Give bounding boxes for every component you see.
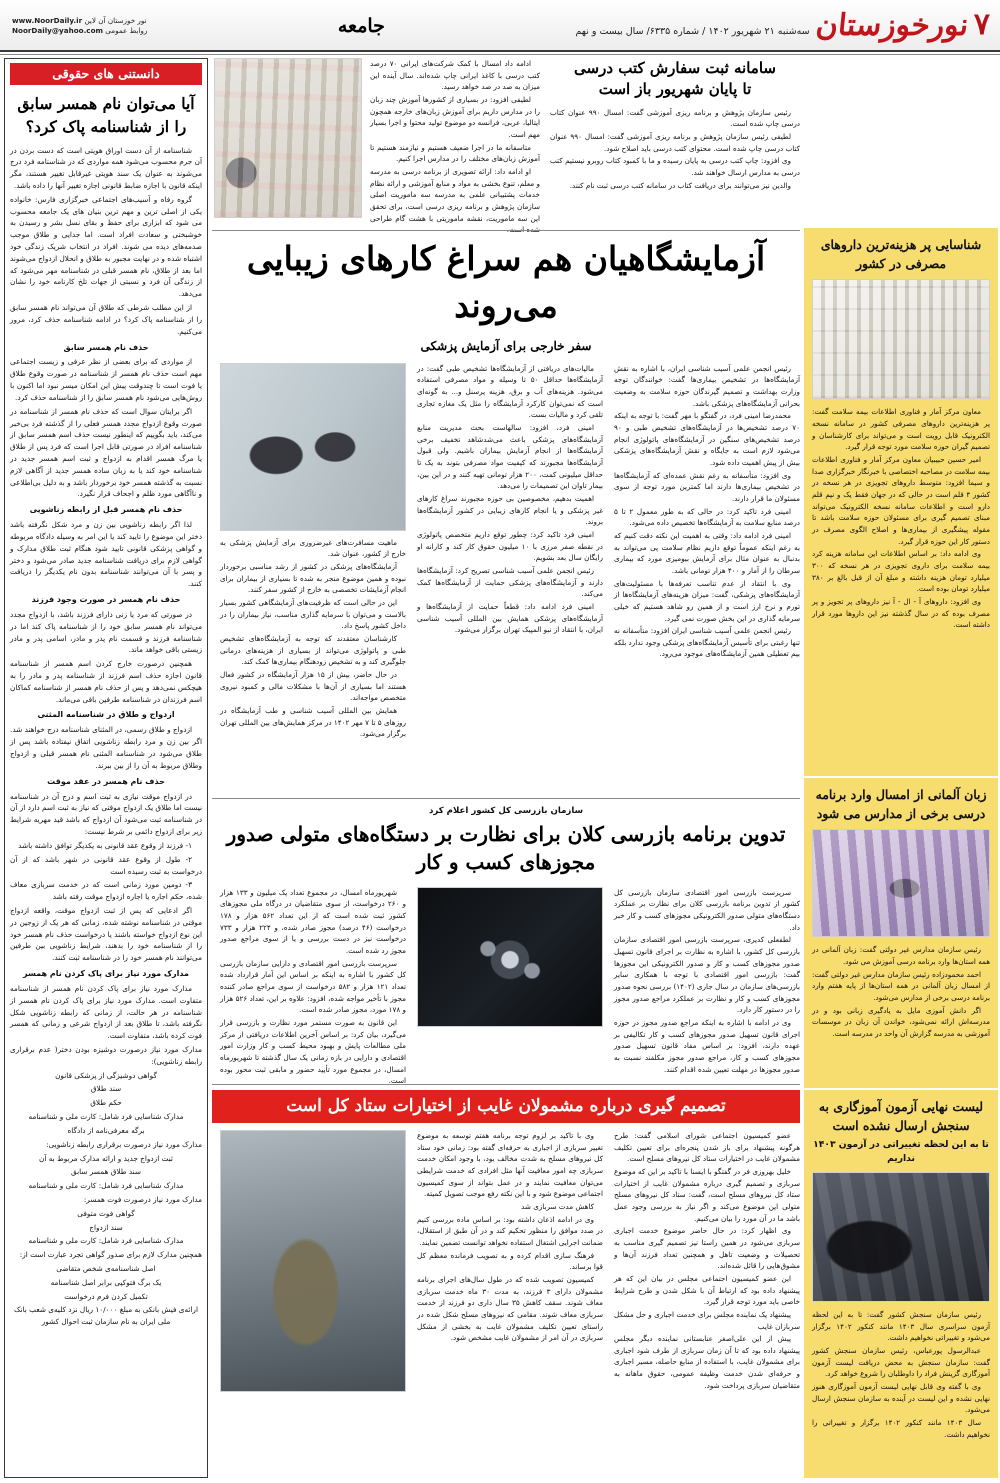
paragraph: اصل شناسنامه‌ی شخص متقاضی — [56, 1264, 156, 1274]
sidebar-text-0 — [812, 406, 990, 630]
paragraph: مدارک مورد نیاز درصورت دوشیزه بودن دختر( عدم برقراری رابطه زناشویی): — [10, 1045, 202, 1066]
article-conscription-photo-col — [220, 1130, 406, 1392]
article-conscription-col-mid — [417, 1130, 603, 1392]
article-lab-col-mid — [417, 363, 603, 741]
email-address[interactable]: NoorDaily@yahoo.com — [12, 26, 103, 35]
paragraph: وی با انتقاد از عدم تناسب تعرفه‌ها با مسئولیت‌های آزمایشگاه‌های پزشکی، گفت: میزان هزینه‌های آزمایشگاه‌ها از تورم و نرخ ارز است و از همین رو شاهد هستیم که خیلی سرمایه گذاری در این بخش صورت نمی گیرد. — [614, 578, 800, 623]
paragraph: لذا اگر رابطه زناشویی بین زن و مرد شکل نگرفته باشد دختر این موضوع را تایید کند یا این امر به وسیله دادگاه مربوطه و گواهی پزشکی قانونی تایید شود هنگام ثبت طلاق مدارک و گواهی لازم برای دریافت شناسنامه جدید صادر می‌شود و دختر و پسر با آن می‌توانند شناسنامه بدون نام یکدیگر را دریافت کنند. — [10, 520, 202, 589]
page-number: ۷ — [973, 7, 990, 42]
sidebar-block-medicines — [804, 228, 998, 776]
article-lab-headline[interactable]: آزمایشگاهیان هم سراغ کارهای زیبایی می‌روند — [246, 239, 766, 325]
paragraph: ارائه‌ی فیش بانکی به مبلغ ۱۰/۰۰۰ ریال نزد کلیه‌ی شعب بانک ملی ایران به نام سازمان ثبت احوال کشور — [14, 1305, 198, 1327]
paragraph: مدارک شناسایی فرد شامل: کارت ملی و شناسنامه — [28, 1236, 184, 1246]
pr-label: روابط عمومی — [105, 26, 148, 35]
paragraph: ۳- دومین مورد زمانی است که در خدمت سربازی معاف شده، حکم اجاره یا اجاره ازدواج موقت رفته باشد — [10, 880, 202, 902]
paragraph: آزمایشگاه‌های پزشکی در کشور از رشد مناسبی برخوردار نبوده و همین موضوع منجر به شده تا بسیاری از بیماران برای انجام آزمایشات تخصصی به خارج از کشور سفر کنند. — [220, 562, 406, 595]
sidebar-text-2 — [812, 1309, 990, 1440]
paragraph: شناسنامه از آن دست اوراق هویتی است که دست بردن در آن جرم محسوب می‌شود همه مواردی که در شناسنامه فرد درج می‌شوند به عنوان یک سند هویتی غیرقابل تغییر هستند، مگر اینکه قانون با اجازه ضابط قانونی اجازه تغییر آنها را داده باشد. — [10, 145, 202, 190]
article-lab-text-left — [220, 537, 406, 740]
paragraph: لطیفی افزود: در بسیاری از کشورها آموزش چند زبان را در مدارس داریم برای آموزش زبان‌های خارجه همچون ایتالیا، عربی، فرانسه دو موضوع تولید محتوا و اجرا بسیار مهم است. — [370, 94, 540, 139]
paragraph: سند طلاق — [90, 1084, 122, 1094]
paragraph: امینی فرد ادامه داد: وقتی به اهمیت این نکته دقت کنیم که به رغم اینکه عموماً توقع داریم نظام سلامت پی می‌تواند به بدنبال به عنوان مثال برای آزمایش بیومیزی مورد که بیماری سرطان را از آمار و ۴۰۰ هزار تومانی باشد. — [614, 530, 800, 575]
paragraph: وی افزود: چاپ کتب درسی به پایان رسیده و ما با کمبود کتاب روبرو نیستیم کتب درسی به مدارس ارسال خواهند شد. — [550, 156, 800, 177]
article-inspection-headline[interactable]: تدوین برنامه بازرسی کلان برای نظارت بر دستگاه‌های متولی صدور مجوزهای کسب و کار — [226, 822, 786, 875]
paragraph: این عضو کمیسیون اجتماعی مجلس در بیان این که هر پیشنهاد داده بود که ارتباط آن با شکل شدن و طرح شرایط خاصی باید مورد توجه قرار گیرد. — [614, 1273, 800, 1307]
pharmacy-shelves-photo — [812, 279, 990, 399]
paragraph: اگر دانش آموزی مایل به یادگیری زبانی بود و در مدرسه‌اش ارائه نمی‌شود، خواندن آن زبان در موسسات آموزشی به مدرسه گزارش آن واحد در مدرسه است. — [812, 1005, 990, 1039]
divider-3 — [212, 1084, 800, 1085]
masthead-center — [147, 15, 575, 37]
laboratory-photo — [220, 363, 406, 531]
masthead — [0, 0, 1000, 52]
legal-subheading: حذف نام همسر سابق — [63, 342, 149, 352]
paragraph: در ازدواج موقت نیازی به ثبت اسم و درج آن در شناسنامه نیست اما طلاق یک ازدواج موقتی که نیاز به ثبت اسم دارد از آن در شناسنامه ثبت می‌شود آن ازدواج که باشد قید مهریه شرایط زیر برای ازدواج دائمی بر شرط نیست: — [10, 791, 202, 837]
paragraph: معاون مرکز آمار و فناوری اطلاعات بیمه سلامت گفت: پر هزینه‌ترین داروهای مصرفی کشور در سامانه نسخه الکترونیک قابل رویت است و می‌تواند برای کارشناسان و تصمیم گیران حوزه سلامت مورد توجه قرار گیرد. — [812, 407, 990, 452]
paragraph: اگر ادعایی که پس از ثبت ازدواج موقت، واقعه ازدواج موقتی در شناسنامه نوشته شده، زمانی که هر یک از زوجین در این نوع ازدواج خواسته باشند یا درخواست حذف نام همسر خود را از شناسنامه خود را بدهند، شرایط زناشویی بین طرفین می‌توانند نام همسر خود را در شناسنامه ثبت کنند. — [10, 905, 202, 963]
paragraph: وی در ادامه با اشاره به اینکه مراجع صدور مجوز در حوزه اجرای قانون تسهیل صدور مجوزهای کسب و کار تکالیفی بر عهده دارند، افزود: بر اساس مفاد قانون تسهیل صدور مجوزهای کسب و کار، مراجع صدور مجوز مکلفند نسبت به صدور مجوزها در مهلت تعیین شده اقدام کنند. — [614, 1018, 800, 1074]
sidebar-block-german — [804, 778, 998, 1088]
article-books-headline-1[interactable]: سامانه ثبت سفارش کتب درسی — [574, 59, 776, 77]
paragraph: از این مطلب شرطی که طلاق آن می‌تواند نام همسر سابق را از شناسنامه پاک کرد؟ در ادامه شناسنامه حذف کرد، مرور می‌کنیم. — [10, 303, 202, 336]
paragraph: مدارک مورد نیاز درصورت فوت همسر: — [83, 1194, 202, 1204]
legal-headline[interactable]: آیا می‌توان نام همسر سابق را از شناسنامه پاک کرد؟ — [17, 94, 195, 137]
paragraph: این در حالی است که ظرفیت‌های آزمایشگاهی کشور بسیار بالاست و می‌توان با سرمایه گذاری مناسب، نیاز بیماران را در داخل کشور پاسخ داد. — [220, 598, 406, 631]
paragraph: امینی فرد تاکید کرد: در حالی که به طور معمول ۲ تا ۵ درصد منابع سلامت به آزمایشگاه‌ها تخصیص داده می‌شود. — [614, 506, 800, 528]
classroom-students-photo — [812, 829, 990, 937]
article-conscription — [212, 1090, 800, 1392]
paragraph: رئیس انجمن علمی آسیب شناسی ایران، با اشاره به نقش آزمایشگاه‌ها در تشخیص بیماری‌ها گفت: خوانندگان توجه وزارت بهداشت و تصمیم گیرندگان حوزه سلامت به وضعیت بحرانی آزمایشگاه‌های پزشکی باشد. — [614, 363, 800, 408]
paragraph: وی با گفته وی قابل نهایی لیست آزمون آموزگاری هنوز نهایی نشده و این لیست در آینده به سازمان سنجش ارسال می‌شود. — [812, 1381, 990, 1415]
paragraph: سرپرست بازرسی امور اقتصادی سازمان بازرسی کل کشور از تدوین برنامه بازرسی کلان برای نظارت بر عملکرد دستگاه‌های متولی صدور الکترونیکی مجوزهای کسب و کار خبر داد. — [614, 887, 800, 932]
masthead-right — [575, 7, 1000, 43]
paragraph: رئیس انجمن علمی آسیب شناسی تصریح کرد: آزمایشگاه‌ها دارند و آزمایشگاه‌های پزشکی حمایت از آزمایشگاه‌ها کمک می‌کند. — [417, 565, 603, 599]
soldier-photo — [220, 1130, 406, 1392]
paragraph: امینی فرد، افزود: سالهاست بحث مدیریت منابع آزمایشگاه‌های پزشکی باعث می‌شدشاهد تخفیف برخی آزمایشگاه‌ها از انجام آزمایش بیماران باشیم. ولی قبول آزمایشگاه‌ها مجبورند که کیفیت مواد مصرفی بتوند به یک تا حداقل میلیونی کمت، ۲۰۰ هزار تومانی تهیه کنند و در این بین، بیمار تاوان این تصمیمات را می‌دهد. — [417, 423, 603, 491]
article-inspection-col-right — [614, 887, 800, 1088]
paragraph: گروه رفاه و آسیب‌های اجتماعی خبرگزاری فارس: خانواده یکی از اصلی ترین و مهم ترین بنیان های یک جامعه محسوب می شود که ابزاری برای حفظ و بقای نسل بشر و رسیدن به خوشبختی و سعادت افراد است. اما جدایی و طلاق موجب صدمه‌های دیده می شوند. افراد در انتخاب شریک زندگی خود اشتباه شده و در نهایت مجبور به طلاق و انحلال ازدواج می‌شوند اما بعد از طلاق، نام همسر قبلی در شناسنامه مهر می‌شود که از زندگی آن فرد و نسبتی از جهات تلخ کارنامه خود را نشان می‌دهد. — [10, 194, 202, 299]
issue-info: سه‌شنبه ۲۱ شهریور ۱۴۰۲ / شماره ۶۳۳۵/ سال بیست و نهم — [575, 25, 810, 37]
paragraph: حکم طلاق — [90, 1098, 122, 1108]
divider-1 — [212, 230, 800, 231]
paragraph: ۱- فرزند از وقوع عقد قانونی به یکدیگر توافق داشته باشد — [18, 840, 192, 850]
legal-subheading: حذف نام همسر در عقد موقت — [47, 776, 165, 786]
paragraph: وی در ادامه اذعان داشته بود: بر اساس ماده بررسی کنیم در صدد موافق را منظور تحکیم کند و در آن طبق از استقلال، ضمانت اجرایی اشتغال استفاده نخواهد توانست تضمین نمایند. — [417, 1214, 603, 1247]
sidebar-text-1 — [812, 944, 990, 1039]
paragraph: گواهی فوت متوفی — [77, 1208, 135, 1218]
legal-body — [10, 145, 202, 1329]
paragraph: کارشناسان معتقدند که توجه به آزمایشگاه‌های تشخیص طبی و پاتولوژی می‌تواند از بسیاری از هزینه‌های درمانی جلوگیری کند و به تشخیص زودهنگام بیماری‌ها کمک کند. — [220, 633, 406, 667]
divider-2 — [212, 798, 800, 799]
paragraph: همچنین مدارک لازم برای صدور گواهی تجرد عبارت است از: — [19, 1250, 202, 1260]
paragraph: کاهش مدت سربازی شد — [521, 1201, 594, 1211]
email-line — [12, 26, 147, 36]
paragraph: گواهی دوشیزگی از پزشکی قانون — [55, 1070, 157, 1080]
books-stack-photo — [214, 58, 362, 218]
article-books-text-mid — [370, 58, 540, 235]
paragraph: این قانون به صورت مستمر مورد نظارت و بازرسی قرار می‌گیرد، بیان کرد: بر اساس آخرین اطلاعات دریافتی از مرکز ملی مطالعات پایش و بهبود محیط کسب و کار وزارت امور اقتصادی و دارایی در بازه زمانی یک سال گذشته تا شهریورماه امسال، در مجموع مورد تأیید حضور و مابقی ثبت محور بوده است. — [220, 1018, 406, 1086]
article-lab-col-left — [220, 363, 406, 741]
paragraph: فرهنگ سازی اقدام کرده و به تصویب فرمانده معظم کل قوا برساند. — [417, 1250, 603, 1272]
sidebar-headline-0[interactable]: شناسایی پر هزینه‌ترین داروهای مصرفی در کشور — [820, 237, 982, 272]
paragraph: رئیس انجمن علمی آسیب شناسی ایران افزود: متأسفانه نه تنها رغبتی برای تأسیس آزمایشگاه‌های پزشکی وجود ندارد بلکه بیم تعطیلی همین آزمایشگاه‌های موجود می‌رود. — [614, 626, 800, 659]
paragraph: ازدواج و طلاق رسمی، در المثنای شناسنامه درج خواهند شد. اگر بین زن و مرد رابطه زناشویی اتفاق نیفتاده باشد پس از طلاق می‌شود در شناسنامه المثنی نام همسر قبلی و ازدواج وطلاق مربوط به آن را از بین ببرند. — [10, 725, 202, 770]
paragraph: همچنین درصورت خارج کردن اسم همسر از شناسنامه قانون اجازه حذف اسم فرزند از شناسنامه پدر و مادر را به هیچکس نمی‌دهد و پس از حذف نام همسر از شناسنامه کماکان اسم فرزندان در شناسنامه طرفین باقی می‌ماند. — [10, 659, 202, 704]
sidebar-headline-1[interactable]: زبان آلمانی از امسال وارد برنامه درسی برخی از مدارس می شود — [815, 787, 987, 822]
paragraph: سند ازدواج — [89, 1222, 123, 1232]
paragraph: ماهیت مسافرت‌های غیرضروری برای آزمایش پزشکی به خارج از کشور، عنوان شد. — [220, 537, 406, 559]
paragraph: برگه معرفی‌نامه از دادگاه — [67, 1125, 145, 1135]
article-books-headline-2[interactable]: تا پایان شهریور باز است — [598, 80, 752, 99]
paragraph: پیش از این علی‌اصغر عنابستانی نماینده دیگر مجلس پیشنهاد داده بود که تا آن زمان سربازی از طرف شود اجباری برای مشمولان غایب، با استفاده از منابع حاصله، مسیر اجباری و حرفه‌ای شدن خدمت وظیفه عمومی، حقوق ماهانه به متقاضیان سربازی پرداخت شود. — [614, 1334, 800, 1390]
article-lab-subhead: سفر خارجی برای آزمایش پزشکی — [420, 338, 592, 353]
article-inspection-photo-col — [417, 887, 603, 1088]
legal-subheading: مدارک مورد نیاز برای پاک کردن نام همسر — [23, 969, 189, 979]
article-conscription-col-right — [614, 1130, 800, 1392]
paragraph: محمدرضا امینی فرد، در گفتگو با مهر گفت: با توجه به اینکه ۷۰ درصد تشخیص‌ها در آزمایشگاه‌های تشخیص طبی و ۹۰ درصد تشخیص‌های سنگین در آزمایشگاه‌های پاتولوژی انجام می‌شود لازم است به جایگاه و نقش آزمایشگاه‌های پزشکی بیش از پیش اهمیت داده شود. — [614, 411, 800, 467]
paragraph: والدین نیز می‌توانند برای دریافت کتاب در سامانه کتب درسی ثبت نام کنند. — [569, 180, 791, 190]
paragraph: وی با تاکید بر لزوم توجه برنامه هفتم توسعه به موضوع تغییر سربازی از اجباری به حرفه‌ای گفته بود: زمانی خود ستاد کل نیروهای مسلح به شدت مخالف بود، با وجود امکان خدمت سربازی چه امور معافیت آنها مثل افرادی که خدمت شرایطی می‌توان معافیت نمایند و در عمل بتواند از سوی کمیسیون اجتماعی موضوع شود و با این نکته رفع موجب تصویل کمیته. — [417, 1131, 603, 1199]
paragraph: در حال حاضر، بیش از ۱۵ هزار آزمایشگاه در کشور فعال هستند اما بسیاری از آن‌ها با مشکلات مالی و کمبود نیروی متخصص مواجه‌اند. — [220, 669, 406, 703]
article-books — [212, 58, 800, 235]
paragraph: او ادامه داد: ارائه تصویری از برنامه درسی به مدرسه و معلم، تنوع بخشی به مواد و منابع آموزشی و ارائه نظام خدمات پشتیبانی علمی به مدرسه سه ماموریت اصلی سازمان پژوهش و برنامه ریزی درسی است، برای تحقق این سه ماموریت، نقشه ماموریتی با هشت گام طراحی شده است. — [370, 166, 540, 235]
paragraph: مدارک شناسایی فرد شامل: کارت ملی و شناسنامه — [28, 1112, 184, 1122]
paragraph: رئیس سازمان مدارس غیر دولتی گفت: زبان آلمانی در همه استان‌ها وارد برنامه درسی آموزش می شود. — [812, 945, 990, 967]
section-title: جامعه — [337, 15, 385, 37]
paragraph: یک برگ فتوکپی برابر اصل شناسنامه — [50, 1277, 162, 1287]
newspaper-logo: نورخوزستان — [813, 8, 970, 43]
masthead-contact — [0, 16, 147, 37]
article-books-headline-block — [550, 58, 800, 226]
gears-hands-photo — [417, 887, 603, 1027]
paragraph: عضو کمیسیون اجتماعی شورای اسلامی گفت: طرح هرگونه پیشنهاد برای باز شدن پنجره‌ای برای تعیین تکلیف مشمولان غایب در اختیارات ستاد کل نیروهای مسلح است. — [614, 1131, 800, 1164]
paragraph: احمد محمودزاده رئیس سازمان مدارس غیر دولتی گفت: از امسال زبان آلمانی در همه استان‌ها از پایه هفتم وارد برنامه درسی برخی از مدارس می‌شود. — [812, 969, 990, 1003]
exam-hall-photo — [812, 1172, 990, 1302]
article-inspection-kicker: سازمان بازرسی کل کشور اعلام کرد — [428, 806, 584, 816]
paragraph: اگر برایتان سوال است که حذف نام همسر از شناسنامه در صورت وقوع ازدواج مجدد همسر فعلی را از گذشته فرد بی‌خبر می‌کند، باید بگوییم که اینطور نیست حذف اسم همسر سابق از شناسنامه افراد در صورتی قابل اجرا است که فرد پس از طلاق یا مرگ همسر اقدام به ازدواج و ثبت اسم همسر جدید در شناسنامه خود کند یا به زبان ساده همسر جدید از آگاهی لازم نسبت به گذشته همسر خود برخوردار باشد و به دلیل بی‌اطلاعی و ناآگاهی مورد ظلم و اجحاف قرار نگیرد. — [10, 406, 202, 499]
paragraph: وی افزود: متأسفانه به رغم نقش عمده‌ای که آزمایشگاه‌ها در تشخیص بیماری‌ها دارند اما کمترین مورد توجه از سوی مسئولان ما قرار دارند. — [614, 470, 800, 503]
paragraph: سند طلاق همسر سابق — [71, 1167, 141, 1177]
paragraph: اهمیت بدهیم، مخصوصین بی حوزه مجبورند سراغ کارهای غیر پزشکی و یا انجام کارهای زیبایی در کشور آزمایشگاه‌ها بروند. — [417, 493, 603, 527]
legal-banner: دانستنی های حقوقی — [10, 63, 202, 85]
legal-column — [4, 58, 208, 1478]
website-label: نور خوزستان آن لاین — [84, 15, 147, 25]
paragraph: امیر حسین حبیبیان معاون مرکز آمار و فناوری اطلاعات بیمه سلامت در مصاحبه اختصاصی با خبرنگار خبرگزاری صدا و سیما افزود: متوسط داروهای تجویزی در هر نسخه در کشور ۴ قلم است در حالی که در جهان فقط یک و نیم قلم دارو است و اطلاعات سامانه نسخه الکترونیک می‌تواند مبنای تصمیم گیری برای مسئولان حوزه سلامت باشد تا مقوله پیشگیری از بیماری‌ها و اصلاح الگوی مصرف در دستور کار این حوزه قرار گیرد. — [812, 455, 990, 546]
paragraph: ۲- طول از وقوع عقد قانونی در شهر باشد که از آن درخواست به ثبت رسیده است — [10, 854, 202, 876]
paragraph: عبدالرسول پورعباس، رئیس سازمان سنجش کشور گفت: سازمان سنجش به محض دریافت لیست آزمون آموزگاری گزینش فراد را داوطلبان را شروع خواهد کرد. — [812, 1346, 990, 1379]
paragraph: مدارک مورد نیاز درصورت برقراری رابطه زناشویی: — [46, 1139, 202, 1149]
legal-subheading: حذف نام همسر در صورت وجود فرزند — [31, 595, 181, 605]
paragraph: لطفعلی کدیری، سرپرست بازرسی امور اقتصادی سازمان بازرسی کل کشور، با اشاره به نظارت بر اجرای قانون تسهیل صدور مجوزهای کسب و کار و صدور الکترونیکی این مجوزها گفت: بازرسی امور اقتصادی با توجه با همکاری سایر بازرسی‌های سازمان در سال جاری (۱۴۰۲) بررسی نحوه صدور مجوزهای کسب و کار و نظارت بر عملکرد مراجع صدور مجوز را در دستور کار دارد. — [614, 935, 800, 1015]
paragraph: وی ادامه داد: بر اساس اطلاعات این سامانه هزینه کرد بیمه سلامت برای داروی تجویزی در هر نسخه که ۳۰۰ میلیارد تومان هزینه داشته و مبلغ آن از قبل بالغ بر ۳۸۰ میلیارد تومان بوده است. — [812, 549, 990, 594]
paragraph: ثبت ازدواج جدید و ارائه مدارک مربوط به آن — [39, 1153, 173, 1163]
main-column — [212, 58, 800, 1478]
paragraph: کمیسیون تصویب شده که در طول سال‌های اجرای برنامه مشمولان دارای ۳ فرزند، به مدت ۳۰ ماه خدمت سربازی معاف شوند. سقف کاهش ۳۵ سال داری دو فرزند از خدمت سربازی معاف شوند. مقامی که نیروهای مسلح شکل شده در راستای تعیین تکلیف مشمولان غایب به بخشی از مشکل سربازی در آن امر از مشمولان غایب مشخص شود. — [417, 1274, 604, 1343]
paragraph: رئیس سازمان سنجش کشور گفت: تا به این لحظه آزمون سراسری سال ۱۴۰۳ مانند کنکور ۱۴۰۲ برگزار می‌شود و تغییراتی نخواهیم داشت. — [812, 1310, 990, 1343]
masthead-rule — [0, 50, 1000, 52]
paragraph: شهریورماه امسال، در مجموع تعداد یک میلیون و ۱۳۳ هزار و ۲۶۰ درخواست، از سوی متقاضیان در درگاه ملی مجوزهای کشور ثبت شده است که از این تعداد ۵۶۲ هزار و ۱۷۸ درخواست (۴۶ درصد) مجوز صادر شده، و ۲۲۴ هزار و ۷۳۳ درخواست نیز در دست بررسی و یا از سوی مراجع صدور مجوز رد شده است. — [220, 887, 406, 956]
paragraph: وی اظهار کرد: در حال حاضر موضوع خدمت اجباری سربازی می‌شود در همین راستا نیز تصمیم گیری مناسب به تحصیلات و وضعیت تاهل و همچنین تعداد فرزند آن‌ها و مشوق‌هایی را قائل شده‌اند. — [614, 1226, 800, 1271]
paragraph: مدارک مورد نیاز برای پاک کردن نام همسر از شناسنامه متفاوت است. مدارک مورد نیاز برای پاک کردن نام همسر از شناسنامه در هر حالت، از زمانی که رابطه زناشویی شکل نگرفته باشد، تا طلاق بعد از ازدواج شرعی و زمانی که همسر فوت کرده باشد، متفاوت است. — [10, 983, 202, 1041]
paragraph: وی افزود: داروهای آ - ال - آ نیز داروهای پر تجویز و پر مصرف بوده که در سال گذشته نیز این داروها مورد قرار داشته است. — [812, 596, 990, 630]
paragraph: پیشنهاد یک نماینده مجلس برای خدمت اجباری و حل مشکل سربازان غایب — [614, 1309, 800, 1331]
conscription-banner[interactable]: تصمیم گیری درباره مشمولان غایب از اختیارات ستاد کل است — [212, 1090, 800, 1123]
paragraph: امینی فرد تاکید کرد: چطور توقع داریم متخصص پاتولوژی در نقطه صفر مرزی با ۱۰ میلیون حقوق کار کند و کارانه او رایگان سال بعد بشویم. — [417, 529, 603, 563]
paragraph: متاسفانه ما در اجرا ضعیف هستیم و نیازمند هستیم تا آموزش زبان‌های مختلف را در مدارس اجرا کنیم. — [370, 142, 540, 164]
article-lab — [212, 236, 800, 741]
paragraph: امینی فرد ادامه داد: قطعاً حمایت از آزمایشگاه‌ها و آزمایشگاه‌های پزشکی همایش بین المللی آسیب شناسی ایران، با انتقاد از نبو المپیک تهران برگزار می‌شود. — [417, 601, 603, 635]
article-books-text-right — [550, 107, 800, 192]
paragraph: سرپرست بازرسی امور اقتصادی و دارایی سازمان بازرسی کل کشور با اشاره به اینکه بر اساس این آمار قرارداد شده تعداد ۱۲۱ هزار و ۵۸۲ درخواست از سوی مراجع صادر کننده مجوز با تأخیر مواجه شده، افزود: علاوه بر این، تعداد ۵۲۶ هزار و ۱۷۸ مورد، مجوز صادر شده است. — [220, 958, 406, 1015]
paragraph: در صورتی که مرد یا زنی دارای فرزند باشد، با ازدواج مجدد می‌تواند نام همسر سابق خود را از شناسنامه پاک کند اما در شناسنامه فرزند و قسمت نام پدر و مادر، اسامی پدر و مادر زیستی باقی خواهد ماند. — [10, 609, 202, 655]
website-line — [12, 16, 147, 26]
masthead-rule-thin — [0, 54, 1000, 55]
website-url[interactable]: www.NoorDaily.ir — [12, 15, 83, 25]
sidebar-block-exam — [804, 1090, 998, 1478]
article-inspection — [212, 806, 800, 1088]
article-lab-col-right — [614, 363, 800, 741]
paragraph: از مواردی که برای بعضی از نظر عرفی و زیست اجتماعی مهم است حذف نام همسر از شناسنامه در صورت وقوع طلاق یا فوت است تا چندوقت پیش این امکان میسر نبود اما اکنون با روش‌هایی می‌شود نام همسر سابق را از شناسنامه حذف کرد. — [10, 357, 202, 402]
sidebar-subhead-2: تا به این لحظه تغییراتی در آزمون ۱۴۰۳ نداریم — [813, 1139, 989, 1165]
paragraph: مدارک شناسایی فرد شامل: کارت ملی و شناسنامه — [28, 1181, 184, 1191]
paragraph: ادامه داد امسال با کمک شرکت‌های ایرانی ۷۰ درصد کتب درسی با کاغذ ایرانی چاپ شده‌اند. سال آینده این میزان به صد در صد خواهد رسید. — [370, 59, 540, 92]
article-inspection-col-left — [220, 887, 406, 1088]
sidebar-headline-2[interactable]: لیست نهایی آزمون آموزگاری به سنجش ارسال نشده است — [818, 1099, 984, 1134]
legal-subheading: ازدواج و طلاق در شناسنامه المثنی — [37, 710, 175, 720]
paragraph: خلیل بهروزی فر در گفتگو با ایسنا با تاکید بر این که موضوع سربازی و تصمیم گیری درباره مشمولان غایب از اختیارات ستاد کل نیروهای مسلح است، گفت: ستاد کل نیروهای مسلح متولی این موضوع می‌کند و اگر نیاز به بررسی وجود عمل باشد ما در آن مورد را بیان می‌کنیم. — [614, 1166, 800, 1223]
legal-subheading: حذف نام همسر قبل از رابطه زناشویی — [29, 505, 183, 515]
paragraph: مالیات‌های دریافتی از آزمایشگاه‌ها تشخیص طبی گفت: در آزمایشگاه‌ها حداقل ۵۰ تا وسیله و مواد مصرفی استفاده می‌شود. هزینه‌های آب و برق، هزینه پرسنل و... به گونه‌ای است که نمی‌توان کارکرد آزمایشگاه را مثل یک مغازه تجاری تلقی کرد و مالیات بست. — [417, 363, 603, 420]
paragraph: رئیس سازمان پژوهش و برنامه ریزی آموزشی گفت: امسال ۹۹۰ عنوان کتاب درسی چاپ شده است. — [550, 107, 800, 129]
paragraph: تکمیل کردن فرم درخواست — [64, 1291, 148, 1301]
paragraph: سال ۱۴۰۳ مانند کنکور ۱۴۰۲ برگزار و تغییراتی را نخواهیم داشت. — [812, 1417, 990, 1439]
paragraph: لطیفی رئیس سازمان پژوهش و برنامه ریزی آموزشی گفت: امسال ۹۹۰ عنوان کتاب درسی چاپ شده است. محتوای کتب درسی باید اصلاح شود. — [550, 131, 800, 153]
paragraph: همایش بین المللی آسیب شناسی و طب آزمایشگاه در روزهای ۵ تا ۷ مهر ۱۴۰۲ در مرکز همایش‌های بین المللی تهران برگزار می‌شود. — [220, 705, 406, 739]
